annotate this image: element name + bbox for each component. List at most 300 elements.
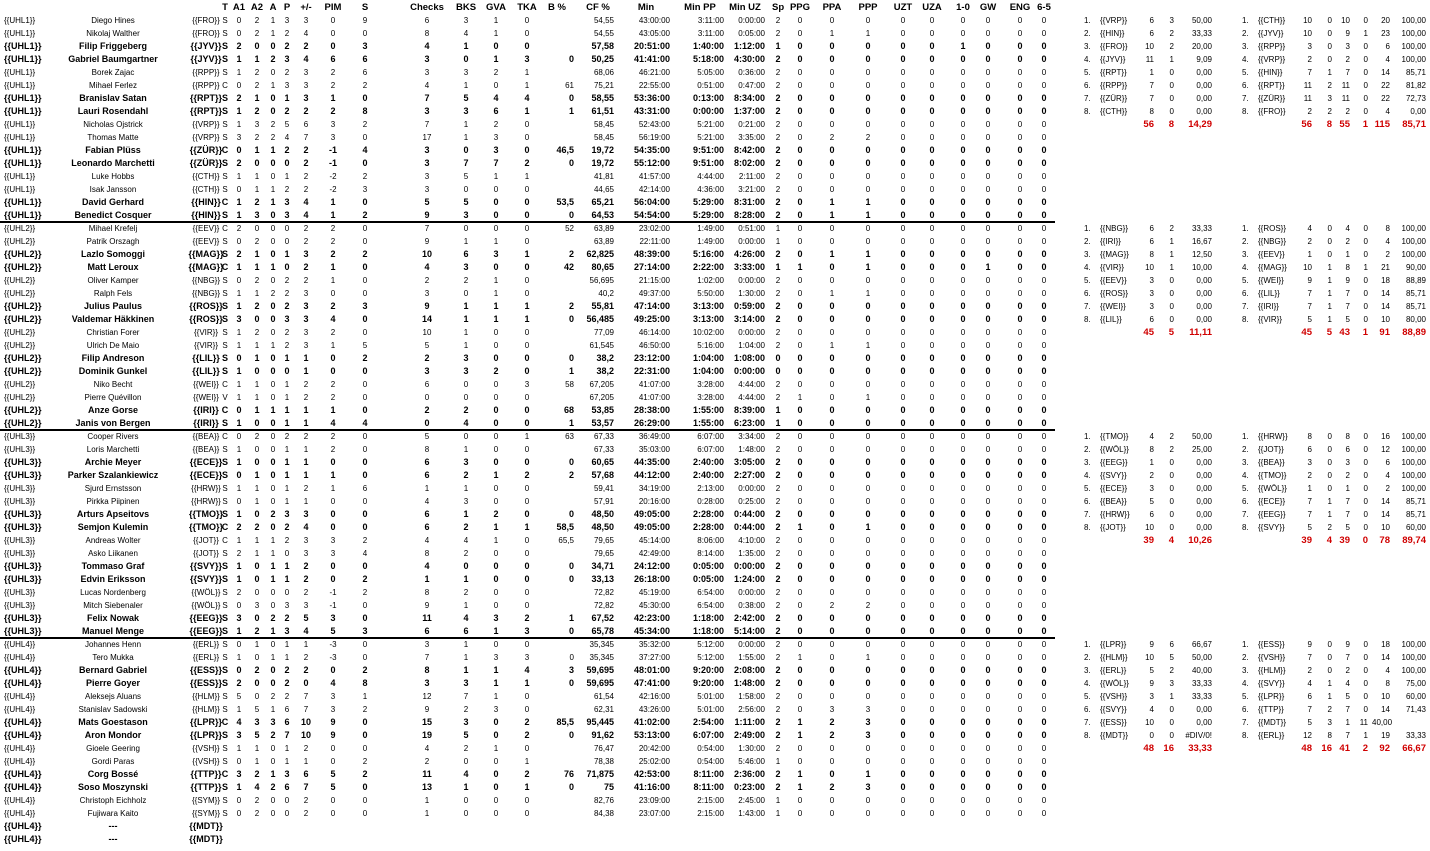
table-cell: 7 xyxy=(424,120,430,129)
table-cell: 0 xyxy=(493,405,499,415)
column-header: PIM xyxy=(324,2,342,13)
table-cell: 2 xyxy=(775,730,781,740)
column-header: P xyxy=(283,2,291,13)
table-row[interactable] xyxy=(0,599,1060,612)
table-cell: 0 xyxy=(568,457,574,467)
table-cell: 2 xyxy=(303,172,309,181)
table-cell: Lazlo Somoggi xyxy=(81,249,145,259)
table-cell: 0 xyxy=(960,341,966,350)
table-cell: 0 xyxy=(929,809,935,818)
table-row[interactable] xyxy=(0,404,1060,417)
table-cell: 0 xyxy=(1041,197,1047,207)
table-cell: 11 xyxy=(422,613,432,623)
ranking-cell: {{CTH}} xyxy=(1100,107,1128,116)
table-cell: 0 xyxy=(1017,626,1023,636)
table-cell: S xyxy=(221,366,228,376)
table-cell: 2:11:00 xyxy=(738,172,765,181)
table-cell: 0 xyxy=(1041,640,1047,649)
table-cell: 2 xyxy=(775,509,781,519)
table-cell: 0 xyxy=(900,809,906,818)
table-cell: 53,57 xyxy=(591,418,614,428)
table-cell: 1 xyxy=(463,341,469,350)
table-cell: 1 xyxy=(330,93,336,103)
table-cell: 0 xyxy=(960,172,966,181)
ranking-row xyxy=(0,508,1430,521)
table-cell: 1 xyxy=(524,678,530,688)
table-cell: 0 xyxy=(1041,782,1047,792)
table-cell: 0:00:00 xyxy=(738,640,765,649)
table-cell xyxy=(355,820,375,833)
ranking-cell: 2 xyxy=(1307,237,1312,246)
table-cell: {{UHL3}} xyxy=(4,588,36,597)
table-cell: 0 xyxy=(829,301,835,311)
table-row[interactable] xyxy=(0,352,1060,365)
table-cell: 0 xyxy=(270,665,276,675)
table-cell: 0 xyxy=(1041,380,1047,389)
ranking-cell: 90,00 xyxy=(1405,263,1426,272)
table-row[interactable] xyxy=(0,807,1060,820)
table-row[interactable] xyxy=(0,612,1060,625)
table-cell: 2:22:00 xyxy=(692,262,724,272)
table-cell: 0 xyxy=(797,185,803,194)
table-cell: 9:20:00 xyxy=(692,665,724,675)
table-cell: 1 xyxy=(463,601,469,610)
ranking-cell: 5 xyxy=(1345,315,1350,324)
ranking-cell: 5. xyxy=(1084,276,1091,285)
table-cell: 1 xyxy=(463,574,469,584)
table-cell: 67,52 xyxy=(591,613,614,623)
ranking-cell: 2. xyxy=(1084,653,1091,662)
ranking-cell: 10 xyxy=(1145,42,1154,51)
ranking-cell: 10 xyxy=(1341,16,1350,25)
table-cell: 0 xyxy=(829,640,835,649)
table-row[interactable] xyxy=(0,547,1060,560)
table-cell: Janis von Bergen xyxy=(75,418,151,428)
table-row[interactable] xyxy=(0,586,1060,599)
table-cell: 3 xyxy=(303,549,309,558)
table-cell: 1 xyxy=(303,445,309,454)
table-row[interactable] xyxy=(0,339,1060,352)
table-cell: 0 xyxy=(254,366,260,376)
table-cell: 46:21:00 xyxy=(638,68,670,77)
table-cell xyxy=(405,820,449,833)
table-cell: 0 xyxy=(493,197,499,207)
table-cell: 3:28:00 xyxy=(697,393,724,402)
table-cell: 1:55:00 xyxy=(692,418,724,428)
table-cell: S xyxy=(222,237,228,246)
table-cell: 0 xyxy=(284,549,290,558)
table-cell: S xyxy=(222,68,228,77)
ranking-cell: {{TMO}} xyxy=(1100,432,1129,441)
column-header: PPA xyxy=(822,2,842,13)
table-cell: 2 xyxy=(463,522,469,532)
table-cell xyxy=(515,833,539,846)
table-row[interactable] xyxy=(0,781,1060,794)
table-cell xyxy=(720,833,765,846)
table-cell: 0 xyxy=(900,366,906,376)
ranking-cell: 0 xyxy=(1363,42,1368,51)
table-cell: 23:09:00 xyxy=(638,796,670,805)
table-cell: {{UHL1}} xyxy=(4,210,42,220)
table-cell: 0 xyxy=(985,93,991,103)
ranking-cell: 8 xyxy=(1385,224,1390,233)
table-cell: 26:18:00 xyxy=(633,574,670,584)
table-cell: 1 xyxy=(254,549,260,558)
table-cell: 1 xyxy=(524,757,530,766)
ranking-cell: 10 xyxy=(1145,653,1154,662)
ranking-cell: {{JOT}} xyxy=(1100,523,1126,532)
table-cell: 0 xyxy=(865,484,871,493)
table-cell: Lucas Nordenberg xyxy=(80,588,146,597)
table-cell: {{ESS}} xyxy=(189,665,223,675)
table-cell: 3 xyxy=(284,509,290,519)
table-cell: 0 xyxy=(493,561,499,571)
table-row[interactable] xyxy=(0,573,1060,586)
total-cell: 85,71 xyxy=(1402,119,1426,130)
table-cell: 2 xyxy=(775,665,781,675)
table-cell: 0 xyxy=(568,509,574,519)
table-cell: 0 xyxy=(960,809,966,818)
ranking-cell: 12,50 xyxy=(1191,250,1212,259)
table-cell: 1 xyxy=(775,237,781,246)
table-cell: 0 xyxy=(524,262,530,272)
ranking-cell: 5. xyxy=(1242,68,1249,77)
table-cell: 3 xyxy=(493,653,499,662)
table-cell: 2 xyxy=(775,717,781,727)
table-cell: --- xyxy=(108,821,118,831)
table-cell: 35:03:00 xyxy=(638,445,670,454)
table-cell: 6 xyxy=(493,106,499,116)
ranking-cell: 6 xyxy=(1149,237,1154,246)
table-row[interactable] xyxy=(0,196,1060,209)
ranking-cell: 4 xyxy=(1149,705,1154,714)
table-cell: 47:41:00 xyxy=(633,678,670,688)
ranking-cell: 3 xyxy=(1169,679,1174,688)
table-cell: 1 xyxy=(330,262,336,272)
table-cell: 1 xyxy=(775,405,781,415)
table-cell: 0 xyxy=(568,626,574,636)
table-cell: 5:12:00 xyxy=(697,640,724,649)
table-cell: 1 xyxy=(362,692,368,701)
ranking-cell: 0 xyxy=(1327,471,1332,480)
table-row[interactable] xyxy=(0,794,1060,807)
ranking-cell: {{EEV}} xyxy=(1100,276,1127,285)
table-cell: 3 xyxy=(829,705,835,714)
table-cell: 0 xyxy=(493,730,499,740)
ranking-cell: {{ERL}} xyxy=(1258,731,1285,740)
total-cell: 45 xyxy=(1143,327,1154,338)
table-cell: 0 xyxy=(960,301,966,311)
table-cell: 0 xyxy=(865,276,871,285)
ranking-cell: 0 xyxy=(1169,497,1174,506)
table-cell: 0 xyxy=(254,574,260,584)
table-cell: 1 xyxy=(524,68,530,77)
table-cell: 1 xyxy=(236,509,242,519)
table-row[interactable] xyxy=(0,170,1060,183)
table-cell: 1 xyxy=(236,457,242,467)
table-cell: 1 xyxy=(797,782,803,792)
table-cell: 2 xyxy=(303,185,309,194)
table-cell: 38,2 xyxy=(596,366,614,376)
table-cell: 2 xyxy=(270,289,276,298)
table-cell: 0 xyxy=(985,185,991,194)
table-cell: 76 xyxy=(563,769,574,779)
table-row[interactable] xyxy=(0,378,1060,391)
table-cell: 0 xyxy=(270,678,276,688)
table-row[interactable] xyxy=(0,391,1060,404)
table-cell: 0 xyxy=(797,626,803,636)
table-cell: 0 xyxy=(900,237,906,246)
total-cell: 66,67 xyxy=(1402,743,1426,754)
table-cell: 0 xyxy=(985,678,991,688)
table-cell: {{WEI}} xyxy=(193,380,219,389)
table-cell: S xyxy=(221,665,228,675)
ranking-cell: 10 xyxy=(1303,16,1312,25)
table-cell: 0 xyxy=(236,497,242,506)
table-row[interactable] xyxy=(0,157,1060,170)
ranking-cell: 0 xyxy=(1327,653,1332,662)
table-row[interactable] xyxy=(0,820,1060,833)
table-cell: 3 xyxy=(236,613,242,623)
ranking-cell: 14 xyxy=(1381,302,1390,311)
table-cell: 0 xyxy=(270,588,276,597)
table-cell: 0 xyxy=(929,561,935,571)
table-cell: 0 xyxy=(900,470,906,480)
table-cell: 2 xyxy=(362,210,368,220)
table-cell: 0 xyxy=(929,796,935,805)
table-row[interactable] xyxy=(0,144,1060,157)
table-cell: 0 xyxy=(270,366,276,376)
table-cell: 2 xyxy=(254,29,260,38)
table-cell: 2 xyxy=(362,353,368,363)
table-cell: {{UHL2}} xyxy=(4,224,36,233)
ranking-cell: 0 xyxy=(1363,55,1368,64)
table-cell xyxy=(540,547,574,560)
ranking-cell: 81,82 xyxy=(1405,81,1426,90)
table-cell: 2 xyxy=(775,640,781,649)
ranking-cell: {{RPP}} xyxy=(1100,81,1128,90)
ranking-cell: 1 xyxy=(1149,68,1154,77)
table-cell: 2 xyxy=(303,276,309,285)
table-row[interactable] xyxy=(0,365,1060,378)
table-cell xyxy=(578,833,614,846)
table-cell: 0 xyxy=(797,457,803,467)
table-cell: 1 xyxy=(330,276,336,285)
table-cell: 0 xyxy=(270,484,276,493)
table-cell: 0 xyxy=(929,692,935,701)
ranking-row xyxy=(0,261,1430,274)
ranking-cell: 33,33 xyxy=(1405,731,1426,740)
table-cell: 61,545 xyxy=(589,341,614,350)
ranking-cell: 0 xyxy=(1363,705,1368,714)
table-cell: 24:12:00 xyxy=(633,561,670,571)
table-cell: 0 xyxy=(797,289,803,298)
ranking-cell: 0 xyxy=(1149,731,1154,740)
ranking-cell: 10 xyxy=(1303,263,1312,272)
table-cell: 1 xyxy=(524,81,530,90)
table-cell: 0 xyxy=(829,328,835,337)
table-cell: Ulrich De Maio xyxy=(86,341,140,350)
table-cell: 6 xyxy=(424,457,430,467)
table-cell: 0 xyxy=(524,561,530,571)
table-cell: C xyxy=(222,536,228,545)
table-cell: 48,50 xyxy=(591,522,614,532)
table-cell: 5:21:00 xyxy=(697,133,724,142)
table-cell: 0 xyxy=(797,301,803,311)
ranking-cell: 4. xyxy=(1084,471,1091,480)
table-cell: 1 xyxy=(284,353,290,363)
table-cell: 0 xyxy=(900,68,906,77)
table-cell: 0 xyxy=(797,197,803,207)
table-cell: 2 xyxy=(284,106,290,116)
table-cell: 2 xyxy=(775,16,781,25)
table-cell: 4 xyxy=(524,665,530,675)
table-cell: 0 xyxy=(900,484,906,493)
ranking-cell: 2. xyxy=(1084,237,1091,246)
ranking-cell: 100,00 xyxy=(1401,432,1426,441)
table-row[interactable] xyxy=(0,833,1060,846)
table-cell: 65,21 xyxy=(591,197,614,207)
table-cell xyxy=(540,170,574,183)
table-cell xyxy=(280,833,294,846)
table-cell: {{UHL4}} xyxy=(4,640,36,649)
table-cell: 78,38 xyxy=(593,757,614,766)
table-cell: 2 xyxy=(284,536,290,545)
table-cell: 1 xyxy=(568,106,574,116)
ranking-cell: 5 xyxy=(1345,692,1350,701)
table-cell: 0 xyxy=(900,692,906,701)
table-cell: 0 xyxy=(797,796,803,805)
table-cell: 0 xyxy=(797,120,803,129)
ranking-cell: 5. xyxy=(1084,692,1091,701)
table-cell: 4 xyxy=(424,41,430,51)
table-cell: 0 xyxy=(1017,809,1023,818)
table-cell: 0 xyxy=(1017,54,1023,64)
ranking-cell: 8. xyxy=(1242,107,1249,116)
table-cell: 6 xyxy=(424,380,430,389)
table-cell: 0 xyxy=(865,16,871,25)
ranking-cell: 11 xyxy=(1359,718,1368,727)
table-cell: 0 xyxy=(929,210,935,220)
table-cell: 0 xyxy=(929,445,935,454)
ranking-cell: 3. xyxy=(1242,42,1249,51)
table-cell: {{LPR}} xyxy=(189,717,222,727)
column-header: UZA xyxy=(922,2,942,13)
ranking-cell: 0 xyxy=(1363,666,1368,675)
table-cell xyxy=(856,833,880,846)
table-cell: 0 xyxy=(1017,185,1023,194)
table-cell: 2 xyxy=(254,16,260,25)
ranking-cell: 100,00 xyxy=(1401,224,1426,233)
table-cell: 3 xyxy=(463,68,469,77)
table-cell: 3 xyxy=(330,613,336,623)
column-header: TKA xyxy=(517,2,537,13)
ranking-cell: 1 xyxy=(1327,692,1332,701)
table-cell: 0 xyxy=(1041,432,1047,441)
table-cell: 3 xyxy=(524,626,530,636)
table-cell: 0 xyxy=(865,757,871,766)
table-cell: 58 xyxy=(565,380,574,389)
table-row[interactable] xyxy=(0,560,1060,573)
table-cell: 0 xyxy=(493,601,499,610)
ranking-cell: 7 xyxy=(1307,68,1312,77)
table-row[interactable] xyxy=(0,755,1060,768)
table-cell: 0 xyxy=(524,366,530,376)
table-cell: 0 xyxy=(1041,730,1047,740)
table-cell: 0 xyxy=(929,380,935,389)
table-cell: 26:29:00 xyxy=(633,418,670,428)
table-cell: 5 xyxy=(236,692,242,701)
table-cell: 7 xyxy=(424,653,430,662)
table-cell: 3 xyxy=(493,133,499,142)
table-cell: {{UHL1}} xyxy=(4,93,42,103)
table-cell: 37:27:00 xyxy=(638,653,670,662)
table-cell: 3 xyxy=(362,185,368,194)
table-cell: {{UHL3}} xyxy=(4,509,42,519)
table-cell: 2 xyxy=(775,93,781,103)
table-cell: {{NBG}} xyxy=(191,289,221,298)
table-cell: 6 xyxy=(362,484,368,493)
table-cell: 49:05:00 xyxy=(633,522,670,532)
table-cell: 1 xyxy=(254,484,260,493)
table-cell: 0 xyxy=(797,158,803,168)
ranking-cell: 14 xyxy=(1381,510,1390,519)
table-row[interactable] xyxy=(0,183,1060,196)
table-cell: {{WÖL}} xyxy=(191,601,221,610)
table-cell: 0 xyxy=(1041,301,1047,311)
table-cell: -2 xyxy=(329,172,337,181)
ranking-row xyxy=(0,287,1430,300)
table-cell: 0 xyxy=(797,561,803,571)
table-cell: 2 xyxy=(330,68,336,77)
column-header: A2 xyxy=(250,2,264,13)
table-cell: 0 xyxy=(829,276,835,285)
table-cell: 0:25:00 xyxy=(738,497,765,506)
table-cell: 2 xyxy=(775,692,781,701)
table-cell: 0 xyxy=(1017,68,1023,77)
table-cell: 0 xyxy=(1041,237,1047,246)
ranking-cell: 3 xyxy=(1149,484,1154,493)
ranking-cell: 100,00 xyxy=(1401,445,1426,454)
table-cell: 6:54:00 xyxy=(697,588,724,597)
table-cell: 0 xyxy=(797,432,803,441)
table-cell: {{RPT}} xyxy=(189,106,222,116)
table-cell: 0 xyxy=(1041,484,1047,493)
table-row[interactable] xyxy=(0,131,1060,144)
table-cell: 2 xyxy=(463,276,469,285)
ranking-cell: {{VIR}} xyxy=(1258,315,1283,324)
table-cell: 0 xyxy=(1017,262,1023,272)
table-cell: 54,55 xyxy=(593,29,614,38)
table-row[interactable] xyxy=(0,768,1060,781)
table-cell: 0 xyxy=(362,809,368,818)
table-cell: 79,65 xyxy=(593,549,614,558)
table-cell: {{UHL3}} xyxy=(4,497,36,506)
table-cell: 8 xyxy=(424,665,430,675)
table-cell xyxy=(540,599,574,612)
ranking-cell: 12 xyxy=(1381,445,1390,454)
table-cell: 0 xyxy=(362,328,368,337)
table-cell: 3 xyxy=(284,626,290,636)
table-cell: 0 xyxy=(524,484,530,493)
table-cell: 0 xyxy=(330,665,336,675)
ranking-cell: 50,00 xyxy=(1191,432,1212,441)
table-cell: {{UHL2}} xyxy=(4,341,36,350)
table-cell: 0 xyxy=(929,730,935,740)
table-cell: 3 xyxy=(463,497,469,506)
table-cell: 0 xyxy=(524,224,530,233)
table-cell: 3 xyxy=(362,41,368,51)
